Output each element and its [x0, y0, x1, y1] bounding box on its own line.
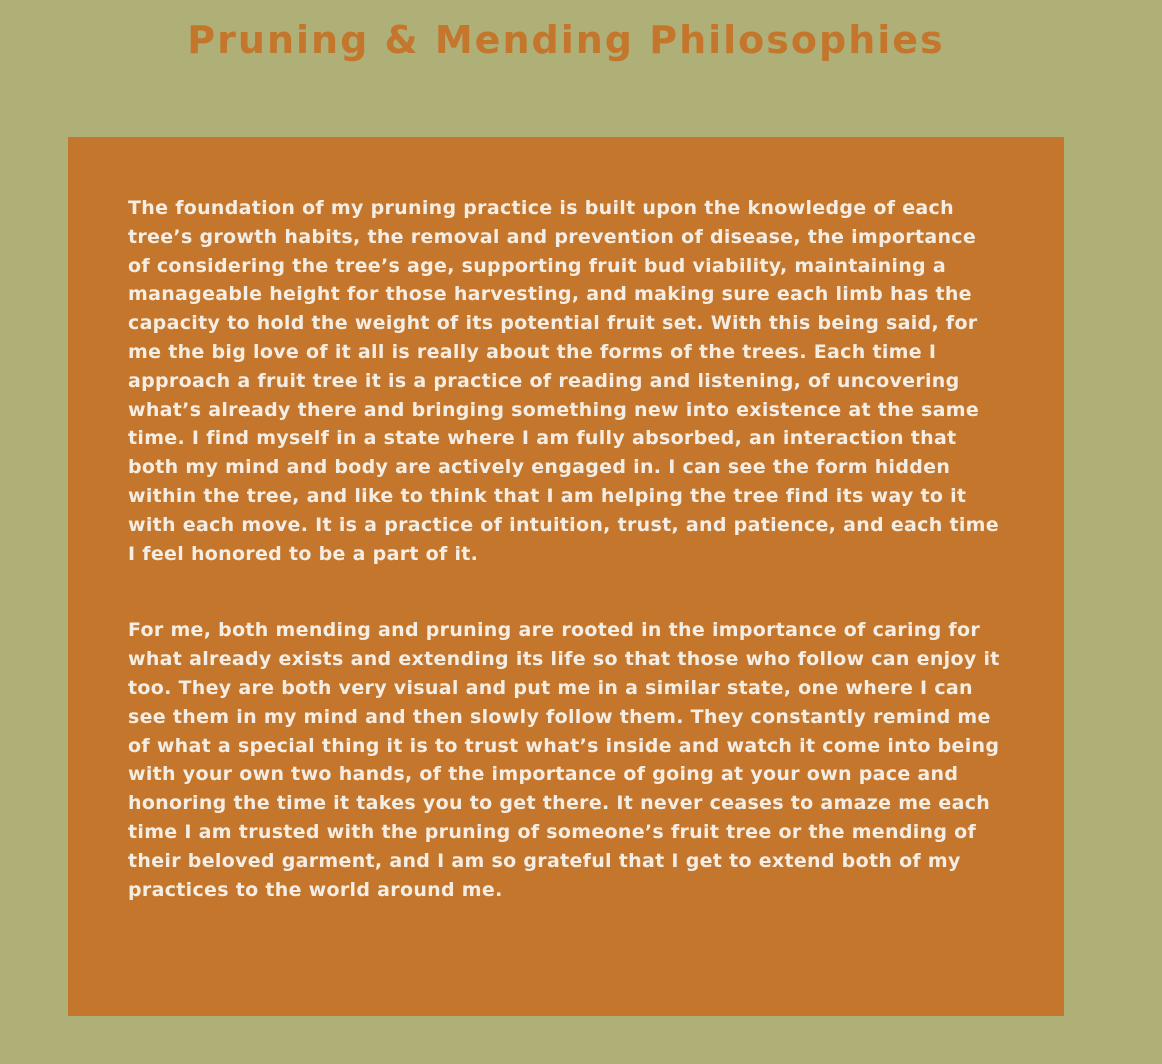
mending-philosophy-paragraph: For me, both mending and pruning are rooted in the importance of caring for what already exists and extending its life so that those who follow can enjoy it too. They are both very visual and put me in a similar state, one where I can see them in my mind and then slowly follow them. They constantly remind me of what a special thing it is to trust what’s inside and watch it come into being with your own two hands, of the importance of going at your own pace and honoring the time it takes you to get there. It never ceases to amaze me each time I am trusted with the pruning of someone’s fruit tree or the mending of their beloved garment, and I am so grateful that I get to extend both of my practices to the world around me.	[128, 619, 1000, 901]
philosophy-content-panel	[68, 137, 1064, 1016]
page-title: Pruning & Mending Philosophies	[187, 18, 945, 62]
pruning-philosophy-paragraph: The foundation of my pruning practice is built upon the knowledge of each tree’s growth habits, the removal and prevention of disease, the importance of considering the tree’s age, supporting fruit bud viability, maintaining a manageable height for those harvesting, and making sure each limb has the capacity to hold the weight of its potential fruit set. With this being said, for me the big love of it all is really about the forms of the trees. Each time I approach a fruit tree it is a practice of reading and listening, of uncovering what’s already there and bringing something new into existence at the same time. I find myself in a state where I am fully absorbed, an interaction that both my mind and body are actively engaged in. I can see the form hidden within the tree, and like to think that I am helping the tree find its way to it with each move. It is a practice of intuition, trust, and patience, and each time I feel honored to be a part of it.	[128, 197, 999, 565]
